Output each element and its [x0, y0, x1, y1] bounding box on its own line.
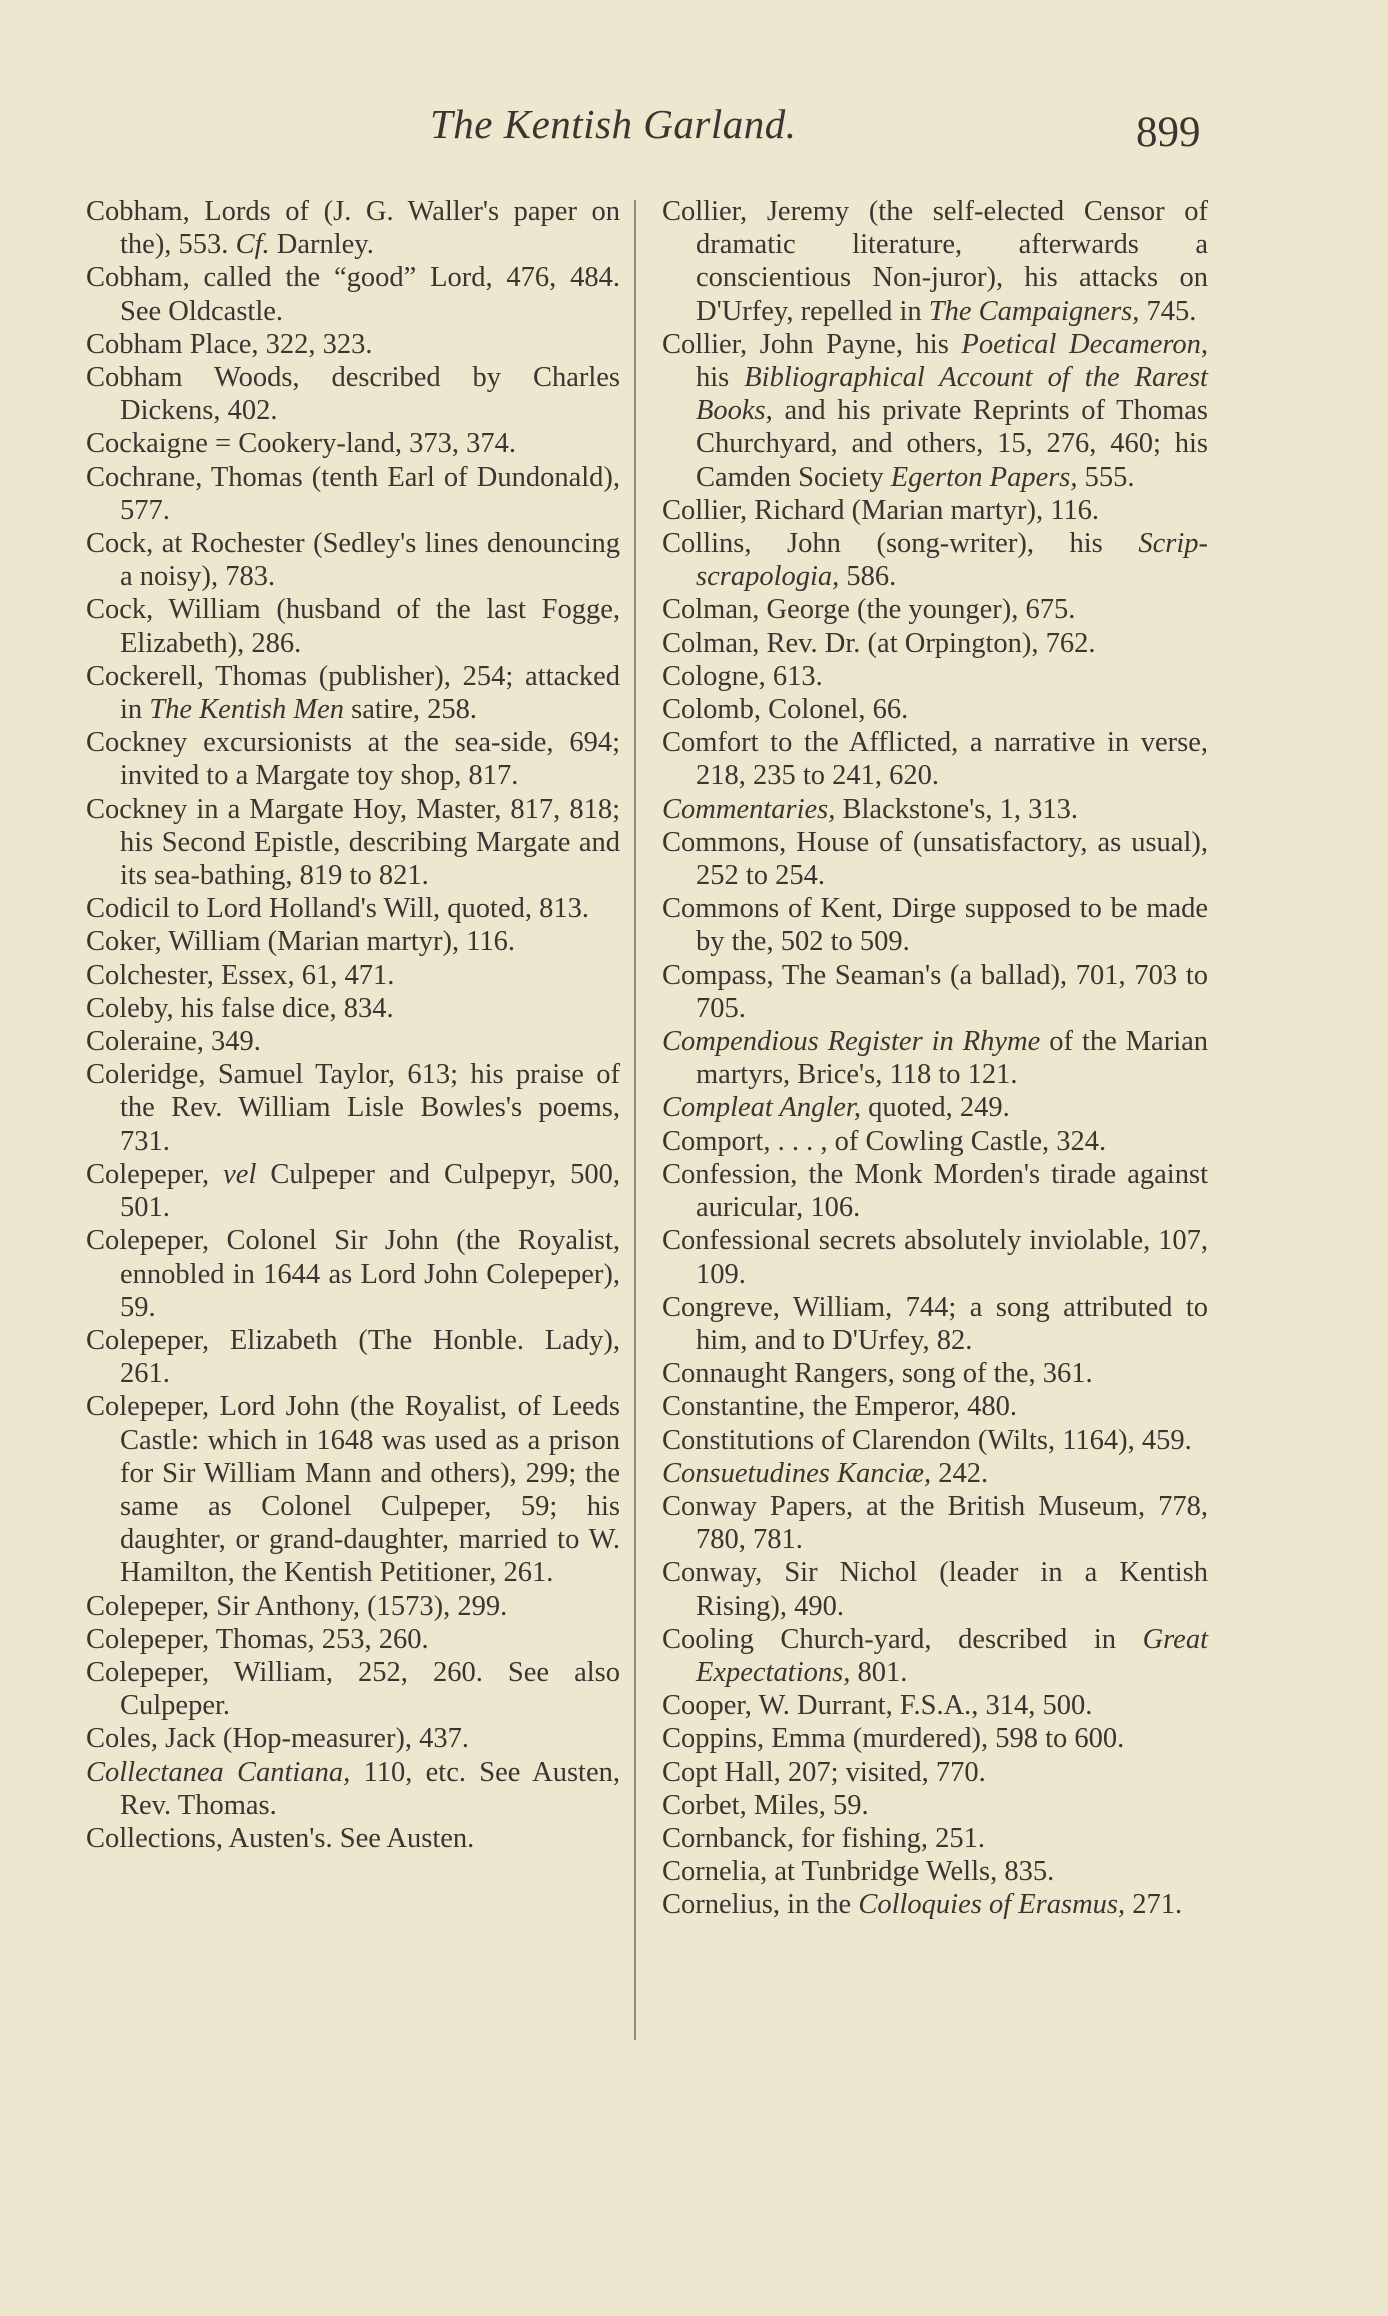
index-entry-text: Commons, House of (unsatisfactory, as usual), 252 to 254. — [662, 826, 1208, 892]
index-entry — [662, 1158, 1208, 1224]
index-entry-text: Collins, John (song-writer), his — [662, 528, 1139, 560]
index-entry-text: satire, 258. — [344, 694, 477, 726]
index-entry-title: Compleat Angler, — [662, 1092, 861, 1124]
index-entry — [86, 527, 620, 593]
index-entry-text: Collier, Richard (Marian martyr), 116. — [662, 494, 1100, 526]
index-entry-text: Coleridge, Samuel Taylor, 613; his praise of the Rev. William Lisle Bowles's poems, 731. — [86, 1059, 620, 1157]
index-entry-text: Collier, Jeremy (the self-elected Censor of dramatic literature, afterwards a conscientious Non-juror), his attacks on D'Urfey, repelled in — [662, 196, 1208, 327]
index-column-right — [662, 195, 1208, 1922]
index-entry — [86, 1025, 620, 1058]
index-entry-title: Great Expectations, — [696, 1623, 1208, 1688]
index-entry — [86, 992, 620, 1025]
index-entry — [86, 959, 620, 992]
index-entry-text: Cock, at Rochester (Sedley's lines denouncing a noisy), 783. — [86, 528, 620, 593]
index-entry — [86, 892, 620, 925]
index-entry-title: Egerton Papers, — [890, 461, 1078, 493]
index-entry-text: Cooling Church-yard, described in — [662, 1623, 1143, 1655]
index-entry-text: Conway Papers, at the British Museum, 778, 780, 781. — [662, 1490, 1208, 1556]
index-entry — [662, 527, 1208, 593]
index-entry — [86, 1158, 620, 1224]
index-entry-title: Compendious Register in Rhyme — [662, 1026, 1041, 1058]
index-entry — [86, 1390, 620, 1589]
index-entry — [86, 1822, 620, 1855]
index-entry-text: Cornelius, in the — [662, 1889, 859, 1921]
column-divider — [634, 200, 636, 2040]
index-entry — [86, 261, 620, 327]
index-entry — [662, 1623, 1208, 1689]
index-entry — [662, 826, 1208, 892]
index-entry-text: Darnley. — [269, 229, 374, 261]
index-entry — [662, 1424, 1208, 1457]
index-entry-text: Colepeper, Colonel Sir John (the Royalist, ennobled in 1644 as Lord John Colepeper), 59. — [86, 1225, 620, 1323]
index-entry — [86, 1756, 620, 1822]
index-entry-text: 801. — [850, 1656, 908, 1688]
index-entry-text: Collections, Austen's. See Austen. — [86, 1822, 475, 1854]
running-title: The Kentish Garland. — [430, 101, 797, 147]
index-entry-text: Colepeper, William, 252, 260. See also Culpeper. — [86, 1656, 620, 1722]
index-entry-text: Colepeper, Sir Anthony, (1573), 299. — [86, 1590, 508, 1622]
index-entry-text: Cornbanck, for fishing, 251. — [662, 1822, 985, 1854]
index-entry — [86, 361, 620, 427]
index-entry-title: Commentaries, — [662, 793, 836, 825]
index-entry — [662, 959, 1208, 1025]
index-entry-text: Collier, John Payne, his — [662, 328, 962, 360]
index-entry-text: Colman, George (the younger), 675. — [662, 594, 1076, 626]
index-entry — [86, 593, 620, 659]
index-entry-text: Cobham Woods, described by Charles Dickens, 402. — [86, 362, 620, 427]
index-entry-text: quoted, 249. — [860, 1092, 1010, 1124]
index-entry-text: Constitutions of Clarendon (Wilts, 1164), 459. — [662, 1424, 1192, 1456]
index-entry — [662, 726, 1208, 792]
index-entry-text: Congreve, William, 744; a song attributed to him, and to D'Urfey, 82. — [662, 1291, 1208, 1356]
index-entry — [86, 1623, 620, 1656]
index-entry-text: Colepeper, — [86, 1158, 224, 1190]
index-entry-title: Cf. — [235, 229, 270, 261]
index-entry-title: Consuetudines Kanciæ, — [662, 1457, 932, 1489]
index-entry — [86, 726, 620, 792]
index-entry-title: Colloquies of Erasmus, — [858, 1889, 1126, 1921]
index-entry — [662, 1125, 1208, 1158]
index-entry-text: Commons of Kent, Dirge supposed to be made by the, 502 to 509. — [662, 893, 1208, 958]
index-entry-text: Compass, The Seaman's (a ballad), 701, 703 to 705. — [662, 959, 1208, 1024]
index-entry-text: his — [696, 362, 745, 394]
index-entry-text: Cockerell, Thomas (publisher), 254; attacked in — [86, 660, 620, 726]
page-number: 899 — [1136, 109, 1201, 156]
index-entry-text: Confession, the Monk Morden's tirade against auricular, 106. — [662, 1158, 1208, 1224]
index-entry-text: 271. — [1125, 1889, 1183, 1921]
index-entry-text: 110, etc. See Austen, Rev. Thomas. — [120, 1756, 620, 1821]
index-entry-text: and his private Reprints of Thomas Churchyard, and others, 15, 276, 460; his Camden Society — [696, 395, 1208, 493]
index-entry-text: Cockney in a Margate Hoy, Master, 817, 818; his Second Epistle, describing Margate and its sea-bathing, 819 to 821. — [86, 793, 620, 892]
index-entry-title: Collectanea Cantiana, — [86, 1756, 351, 1788]
index-entry-text: of the Marian martyrs, Brice's, 118 to 121. — [696, 1026, 1209, 1091]
index-entry-title: The Kentish Men — [149, 694, 345, 726]
index-entry — [662, 1556, 1208, 1622]
index-entry-title: Poetical Decameron, — [961, 328, 1209, 360]
index-entry — [662, 328, 1208, 494]
index-entry-text: Cockaigne = Cookery-land, 373, 374. — [86, 428, 517, 460]
index-entry-text: Coker, William (Marian martyr), 116. — [86, 926, 516, 958]
index-entry — [662, 693, 1208, 726]
index-entry-text: 745. — [1139, 295, 1197, 327]
index-entry-text: Cock, William (husband of the last Fogge, Elizabeth), 286. — [86, 594, 620, 659]
index-entry-text: Cochrane, Thomas (tenth Earl of Dundonald), 577. — [86, 461, 620, 526]
index-entry — [662, 1490, 1208, 1556]
index-entry-text: Constantine, the Emperor, 480. — [662, 1391, 1018, 1423]
index-entry — [662, 660, 1208, 693]
index-entry — [662, 1689, 1208, 1722]
index-entry-title: vel — [223, 1158, 257, 1190]
index-entry-text: Colepeper, Thomas, 253, 260. — [86, 1623, 429, 1655]
index-entry-text: Cornelia, at Tunbridge Wells, 835. — [662, 1856, 1055, 1888]
index-entry-text: Comport, . . . , of Cowling Castle, 324. — [662, 1125, 1107, 1157]
index-entry-text: Cobham Place, 322, 323. — [86, 328, 373, 360]
index-entry-text: Comfort to the Afflicted, a narrative in verse, 218, 235 to 241, 620. — [662, 727, 1208, 792]
index-entry — [662, 1722, 1208, 1755]
index-entry — [86, 1224, 620, 1324]
index-entry-text: Coles, Jack (Hop-measurer), 437. — [86, 1723, 470, 1755]
index-entry-text: Codicil to Lord Holland's Will, quoted, 813. — [86, 893, 589, 925]
index-entry-text: Cologne, 613. — [662, 660, 823, 692]
index-entry — [662, 1224, 1208, 1290]
index-entry — [662, 1390, 1208, 1423]
index-entry — [662, 1457, 1208, 1490]
index-entry-text: Corbet, Miles, 59. — [662, 1789, 869, 1821]
index-entry-text: 555. — [1077, 461, 1135, 493]
index-entry-text: Coleby, his false dice, 834. — [86, 992, 394, 1024]
index-entry — [662, 1855, 1208, 1888]
index-column-left — [86, 195, 620, 1855]
index-entry — [86, 660, 620, 726]
index-entry — [662, 1291, 1208, 1357]
index-entry — [662, 1888, 1208, 1921]
index-entry — [662, 1357, 1208, 1390]
index-entry-text: Copt Hall, 207; visited, 770. — [662, 1756, 986, 1788]
index-entry-text: Connaught Rangers, song of the, 361. — [662, 1358, 1093, 1390]
index-entry — [86, 195, 620, 261]
index-entry — [662, 1789, 1208, 1822]
index-entry — [662, 1025, 1208, 1091]
index-entry — [662, 593, 1208, 626]
index-entry-title: Scrip-scrapologia, — [696, 528, 1208, 593]
index-entry — [662, 892, 1208, 958]
index-entry — [86, 793, 620, 893]
index-entry-text: Colepeper, Elizabeth (The Honble. Lady), 261. — [86, 1324, 620, 1390]
index-entry-text: 586. — [839, 561, 897, 593]
index-entry — [662, 494, 1208, 527]
page-header — [0, 100, 1388, 160]
index-entry-title: Bibliographical Account of the Rarest Books, — [696, 362, 1208, 427]
index-entry — [86, 328, 620, 361]
index-entry-text: Conway, Sir Nichol (leader in a Kentish Rising), 490. — [662, 1557, 1208, 1622]
index-entry — [86, 1324, 620, 1390]
index-entry — [86, 1722, 620, 1755]
index-entry-text: Colomb, Colonel, 66. — [662, 694, 909, 726]
index-entry-text: Coppins, Emma (murdered), 598 to 600. — [662, 1723, 1125, 1755]
index-entry-text: Cobham, Lords of (J. G. Waller's paper on the), 553. — [86, 196, 620, 261]
index-entry-text: Culpeper and Culpepyr, 500, 501. — [120, 1158, 621, 1224]
index-entry-text: Colman, Rev. Dr. (at Orpington), 762. — [662, 627, 1096, 659]
index-entry — [662, 627, 1208, 660]
index-entry — [86, 1590, 620, 1623]
index-entry — [662, 1091, 1208, 1124]
index-entry — [86, 461, 620, 527]
index-entry — [86, 1656, 620, 1722]
index-entry — [662, 793, 1208, 826]
index-entry-text: Coleraine, 349. — [86, 1026, 261, 1058]
index-entry — [86, 427, 620, 460]
index-entry-text: 242. — [931, 1457, 989, 1489]
index-entry-text: Colchester, Essex, 61, 471. — [86, 959, 395, 991]
index-entry — [86, 1058, 620, 1158]
index-entry — [86, 925, 620, 958]
index-entry-text: Blackstone's, 1, 313. — [835, 793, 1078, 825]
index-entry-text: Cooper, W. Durrant, F.S.A., 314, 500. — [662, 1690, 1093, 1722]
index-entry — [662, 1756, 1208, 1789]
index-entry-text: Colepeper, Lord John (the Royalist, of Leeds Castle: which in 1648 was used as a prison for Sir William Mann and others), 299; the same as Colonel Culpeper, 59; his daughter, or grand-daughter, married to W. Hamilton, the Kentish Petitioner, 261. — [86, 1391, 620, 1589]
index-entry-title: The Campaigners, — [928, 295, 1140, 327]
index-entry-text: Confessional secrets absolutely inviolable, 107, 109. — [662, 1225, 1208, 1290]
index-entry — [662, 195, 1208, 328]
index-entry — [662, 1822, 1208, 1855]
index-entry-text: Cockney excursionists at the sea-side, 694; invited to a Margate toy shop, 817. — [86, 727, 620, 792]
index-entry-text: Cobham, called the “good” Lord, 476, 484. See Oldcastle. — [86, 262, 620, 327]
